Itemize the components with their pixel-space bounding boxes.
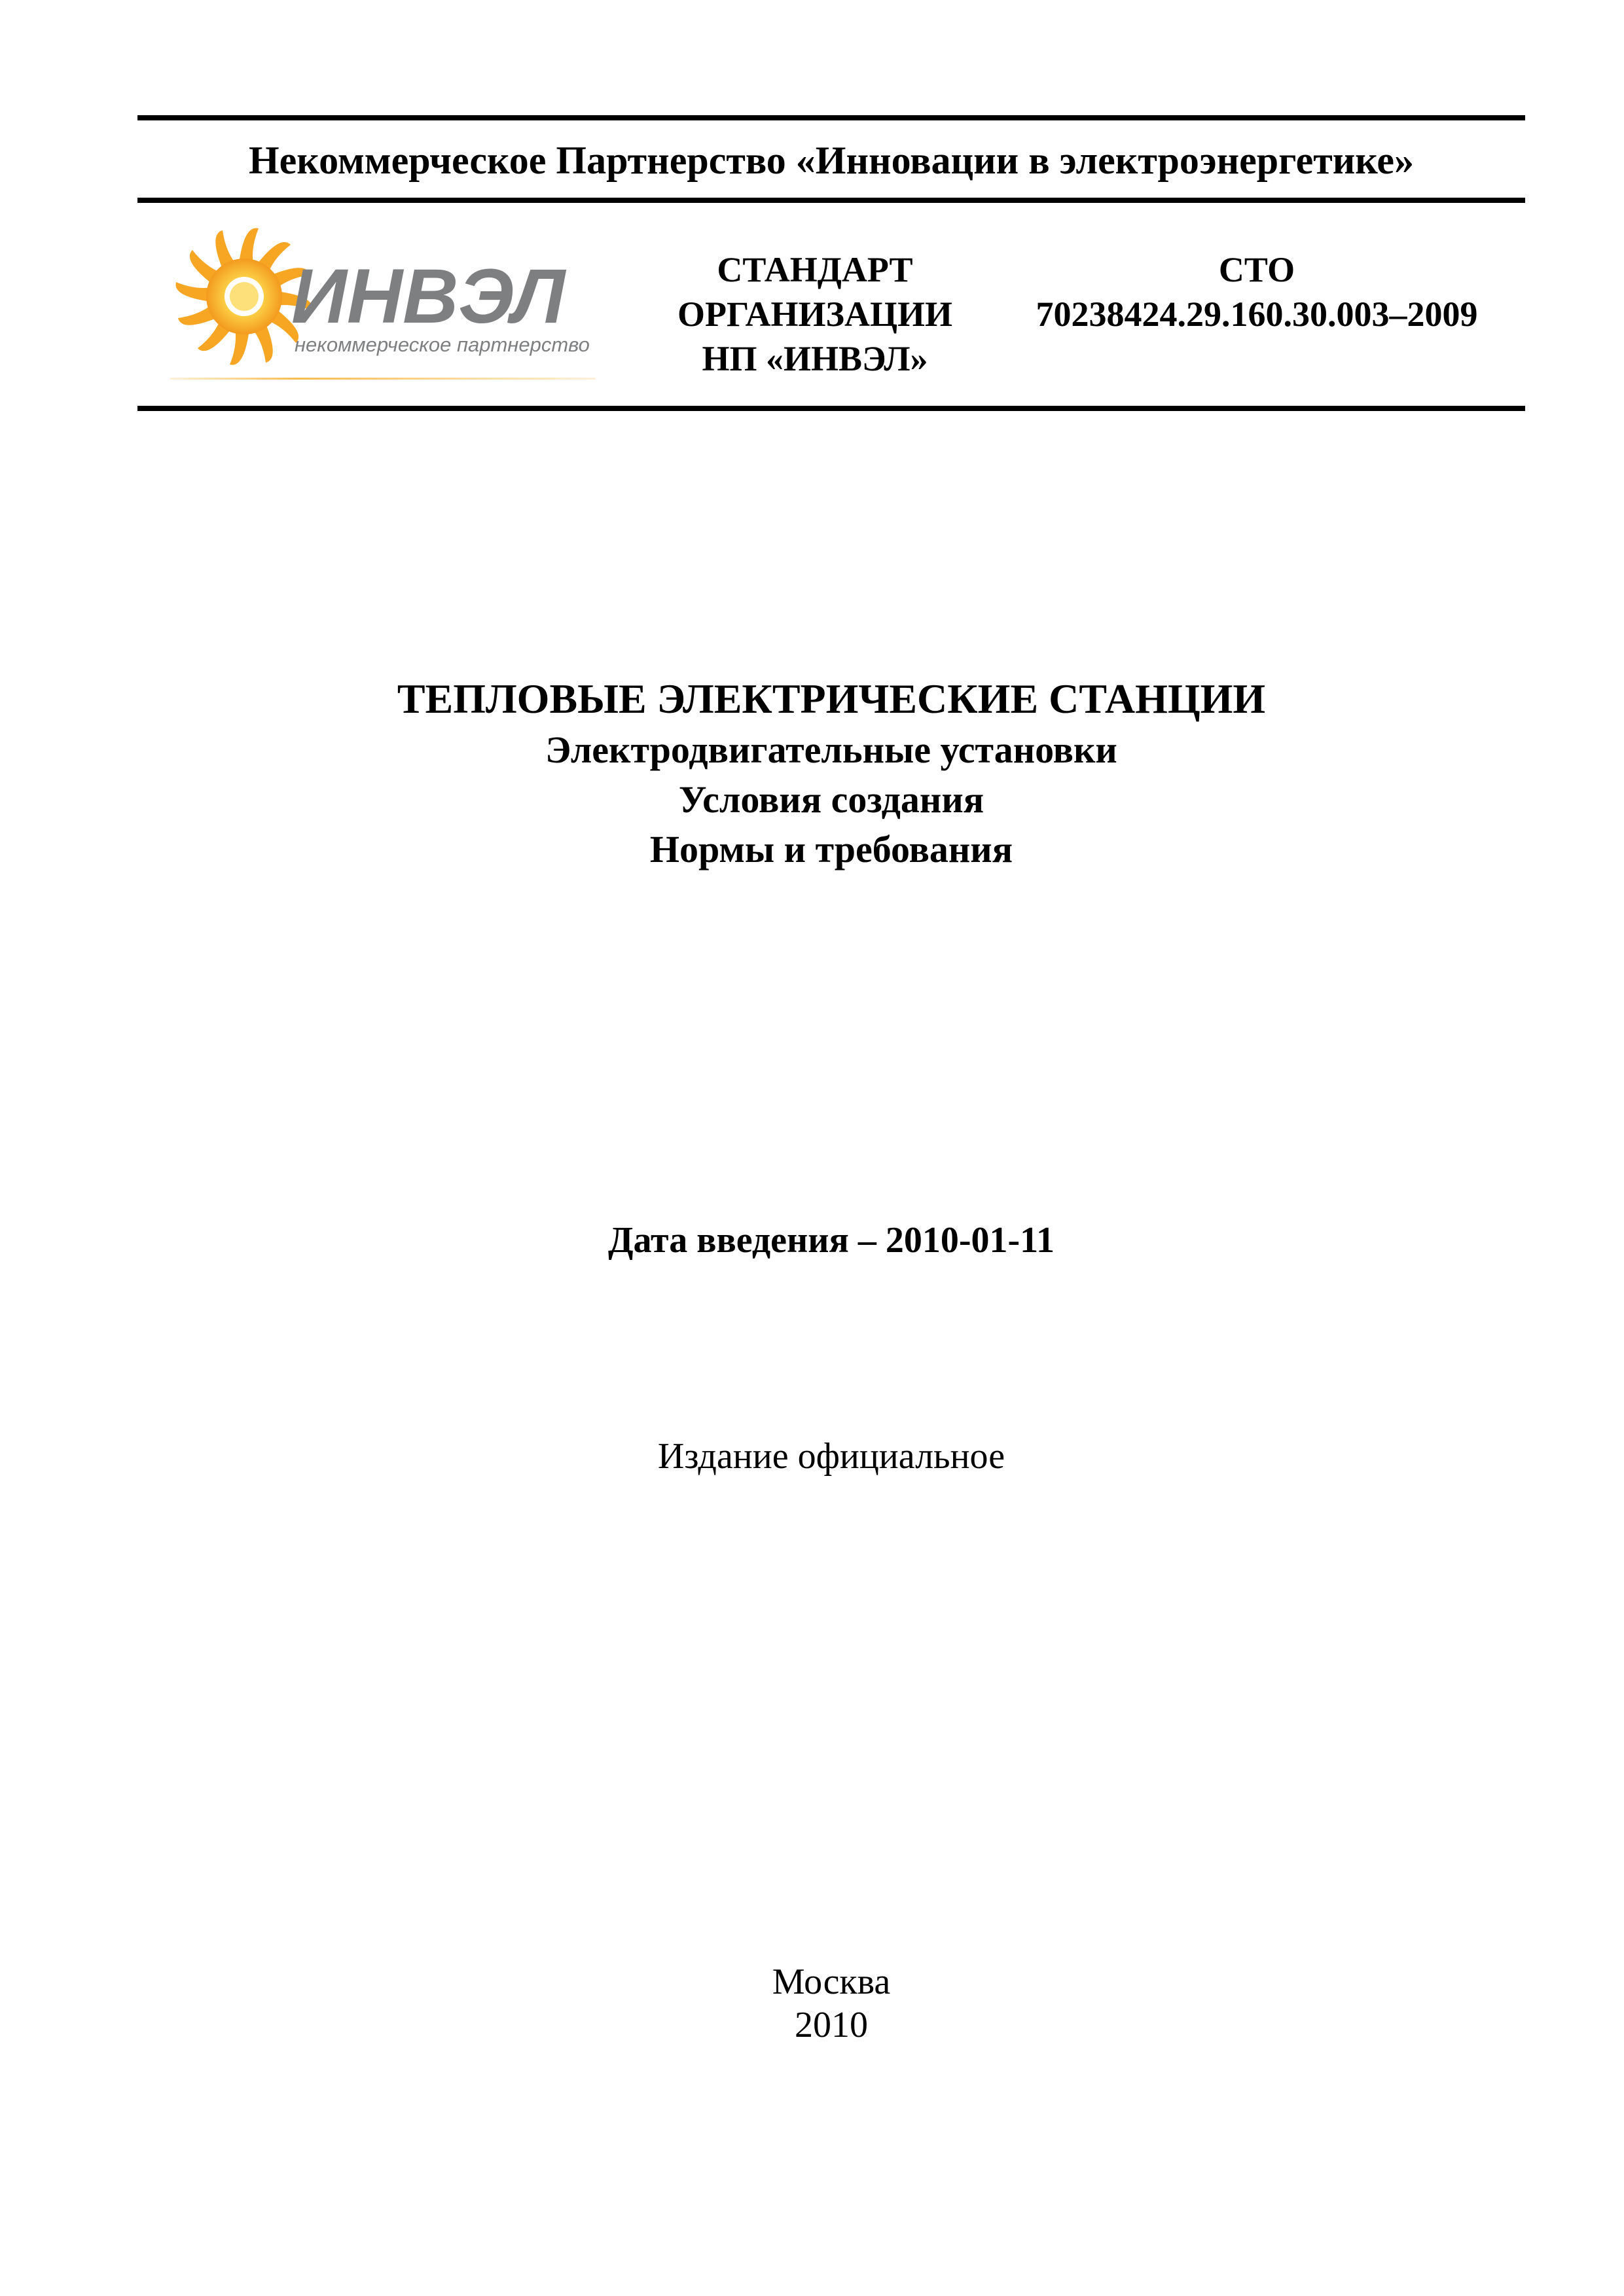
standard-code-number: 70238424.29.160.30.003–2009 — [1036, 295, 1478, 334]
standard-code — [988, 247, 1525, 336]
top-rule — [137, 115, 1525, 120]
logo-wordmark: ИНВЭЛ — [291, 253, 566, 340]
invel-logo — [167, 226, 599, 386]
edition-note: Издание официальное — [657, 1436, 1005, 1477]
title-main: ТЕПЛОВЫЕ ЭЛЕКТРИЧЕСКИЕ СТАНЦИИ — [397, 675, 1266, 722]
title-line-4: Нормы и требования — [649, 828, 1013, 870]
organization-name: Некоммерческое Партнерство «Инновации в электроэнергетике» — [249, 139, 1414, 182]
title-line-3: Условия создания — [678, 778, 984, 821]
introduction-date: Дата введения – 2010-01-11 — [607, 1220, 1055, 1261]
standard-line-2: ОРГАНИЗАЦИИ — [677, 295, 952, 334]
logo-underline — [170, 378, 596, 380]
title-line-2: Электродвигательные установки — [545, 728, 1117, 771]
header-rule — [137, 198, 1525, 203]
publication-city: Москва — [772, 1962, 891, 2002]
document-title — [137, 673, 1525, 874]
standard-label — [628, 247, 1001, 381]
standard-code-prefix: СТО — [1218, 250, 1295, 289]
header-bottom-rule — [137, 406, 1525, 411]
logo-subtitle: некоммерческое партнерство — [295, 333, 590, 356]
standard-line-3: НП «ИНВЭЛ» — [702, 339, 928, 378]
standard-line-1: СТАНДАРТ — [717, 250, 913, 289]
publication-year: 2010 — [795, 2005, 868, 2045]
